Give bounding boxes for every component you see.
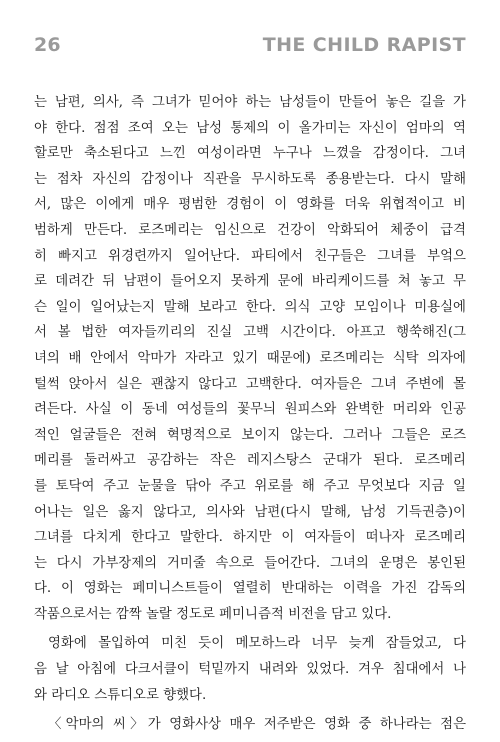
text-line: 는 남편, 의사, 즉 그녀가 믿어야 하는 남성들이 만들어 놓은 길을 가 (34, 95, 466, 110)
text-line: 는 점차 자신의 감정이나 직관을 무시하도록 종용받는다. 다시 말해 (34, 171, 466, 187)
text-line: 〈악마의 씨〉가 영화사상 매우 저주받은 영화 중 하나라는 점은 (48, 717, 466, 733)
text-line: 음 날 아침에 다크서클이 턱밑까지 내려와 있었다. 겨우 침대에서 나 (34, 662, 466, 678)
text-line: 와 라디오 스튜디오로 향했다. (34, 687, 207, 703)
text-line: 작품으로서는 깜짝 놀랄 정도로 페미니즘적 비전을 담고 있다. (34, 606, 392, 622)
text-line: 할로만 축소된다고 느낀 여성이라면 누구나 느꼈을 감정이다. 그녀 (34, 146, 466, 162)
text-line: 야 한다. 점점 조여 오는 남성 통제의 이 올가미는 자신이 엄마의 역 (34, 120, 466, 136)
text-line: 를 토닥여 주고 눈물을 닦아 주고 위로를 해 주고 무엇보다 지금 일 (34, 478, 466, 494)
text-line: 려든다. 사실 이 동네 여성들의 꽃무늬 원피스와 완벽한 머리와 인공 (34, 402, 466, 418)
text-line: 그녀를 다치게 한다고 말한다. 하지만 이 여자들이 떠나자 로즈메리 (34, 530, 466, 546)
text-line: 슨 일이 일어났는지 말해 보라고 한다. 의식 고양 모임이나 미용실에 (34, 299, 466, 315)
text-line: 털썩 앉아서 실은 괜찮지 않다고 고백한다. 여자들은 그녀 주변에 몰 (34, 376, 466, 392)
text-line: 서, 많은 이에게 매우 평범한 경험이 이 영화를 더욱 위협적이고 비 (34, 197, 466, 213)
text-line: 녀의 배 안에서 악마가 자라고 있기 때문에) 로즈메리는 식탁 의자에 (34, 350, 466, 366)
text-line: 메리를 둘러싸고 공감하는 작은 레지스탕스 군대가 된다. 로즈메리 (34, 453, 466, 469)
page-header (34, 34, 466, 58)
text-line: 범하게 만든다. 로즈메리는 임신으로 건강이 악화되어 체중이 급격 (34, 222, 466, 238)
text-line: 서 볼 법한 여자들끼리의 진실 고백 시간이다. 아프고 행쑥해진(그 (34, 325, 466, 341)
running-head: THE CHILD RAPIST (262, 34, 466, 56)
text-line: 적인 얼굴들은 전혀 혁명적으로 보이지 않는다. 그러나 그들은 로즈 (34, 427, 466, 443)
text-line: 다. 이 영화는 페미니스트들이 열렬히 반대하는 이력을 가진 감독의 (34, 581, 466, 597)
text-line: 영화에 몰입하여 미친 듯이 메모하느라 너무 늦게 잠들었고, 다 (48, 636, 466, 652)
body-text (34, 90, 466, 738)
text-line: 로 데려간 뒤 남편이 들어오지 못하게 문에 바리케이드를 쳐 놓고 무 (34, 274, 466, 290)
page-number: 26 (34, 34, 61, 56)
text-line: 어나는 일은 옳지 않다고, 의사와 남편(다시 말해, 남성 기득권층)이 (34, 504, 466, 520)
text-line: 히 빠지고 위경련까지 일어난다. 파티에서 친구들은 그녀를 부엌으 (34, 248, 466, 264)
text-line: 는 다시 가부장제의 거미줄 속으로 들어간다. 그녀의 운명은 봉인된 (34, 555, 466, 571)
